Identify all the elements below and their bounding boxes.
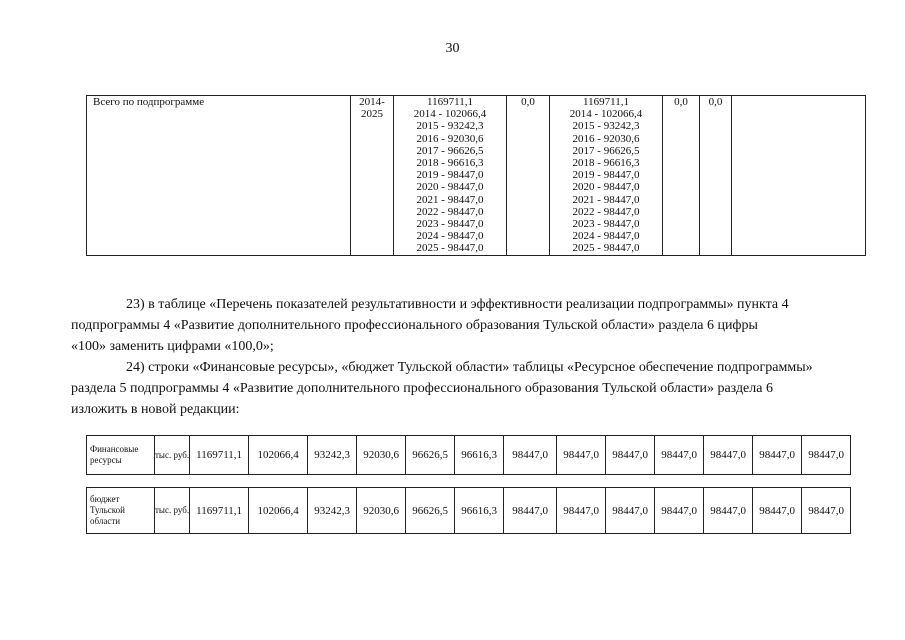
regional-line: 2018 - 96616,3 bbox=[572, 157, 640, 170]
value-cell: 96626,5 bbox=[406, 436, 455, 475]
total-line: 2025 - 98447,0 bbox=[416, 242, 484, 255]
regional-line: 2014 - 102066,4 bbox=[569, 108, 643, 121]
value-cell: 96616,3 bbox=[455, 488, 504, 534]
total-line: 2021 - 98447,0 bbox=[416, 193, 484, 206]
paragraph-line: раздела 5 подпрограммы 4 «Развитие дополнительного профессионального образования Тульской области» раздела 6 bbox=[71, 381, 773, 396]
table-row bbox=[87, 436, 851, 475]
finance-resources-table bbox=[86, 435, 851, 475]
total-line: 2024 - 98447,0 bbox=[416, 230, 484, 243]
regional-line: 2020 - 98447,0 bbox=[572, 181, 640, 194]
row-label: бюджет Тульской области bbox=[87, 488, 155, 534]
value-cell: 92030,6 bbox=[357, 488, 406, 534]
unit-cell: тыс. руб. bbox=[155, 436, 190, 475]
total-line: 2017 - 96626,5 bbox=[416, 144, 484, 157]
value-cell: 1169711,1 bbox=[190, 436, 249, 475]
value-cell: 98447,0 bbox=[504, 488, 557, 534]
table-row bbox=[87, 488, 851, 534]
paragraph-line: 24) строки «Финансовые ресурсы», «бюджет Тульской области» таблицы «Ресурсное обеспечение подпрограммы» bbox=[126, 360, 813, 375]
total-line: 2020 - 98447,0 bbox=[416, 181, 484, 194]
regional-line: 2019 - 98447,0 bbox=[572, 169, 640, 182]
value-cell: 102066,4 bbox=[249, 488, 308, 534]
value-cell: 102066,4 bbox=[249, 436, 308, 475]
municipal-cell: 0,0 bbox=[663, 96, 700, 256]
extrabudget-cell: 0,0 bbox=[700, 96, 732, 256]
regional-cell bbox=[550, 96, 663, 256]
regional-line: 2021 - 98447,0 bbox=[572, 193, 640, 206]
table-row bbox=[87, 96, 866, 256]
subprogram-total-table bbox=[86, 95, 866, 256]
regional-budget-table bbox=[86, 487, 851, 534]
value-cell: 96626,5 bbox=[406, 488, 455, 534]
row-label: Всего по подпрограмме bbox=[87, 96, 351, 256]
total-cell bbox=[394, 96, 507, 256]
total-line: 2019 - 98447,0 bbox=[416, 169, 484, 182]
regional-line: 2023 - 98447,0 bbox=[572, 218, 640, 231]
paragraph-line: подпрограммы 4 «Развитие дополнительного профессионального образования Тульской области» раздела 6 цифры bbox=[71, 318, 758, 333]
empty-cell bbox=[732, 96, 866, 256]
regional-line: 2015 - 93242,3 bbox=[572, 120, 640, 133]
value-cell: 98447,0 bbox=[753, 488, 802, 534]
period-end: 2025 bbox=[361, 108, 383, 121]
value-cell: 96616,3 bbox=[455, 436, 504, 475]
value-cell: 98447,0 bbox=[557, 436, 606, 475]
paragraph-line: 23) в таблице «Перечень показателей результативности и эффективности реализации подпрограммы» пункта 4 bbox=[126, 297, 789, 312]
page-number: 30 bbox=[445, 41, 460, 56]
value-cell: 98447,0 bbox=[655, 436, 704, 475]
total-line: 1169711,1 bbox=[427, 96, 473, 108]
regional-line: 2017 - 96626,5 bbox=[572, 144, 640, 157]
value-cell: 98447,0 bbox=[606, 488, 655, 534]
value-cell: 1169711,1 bbox=[190, 488, 249, 534]
total-line: 2014 - 102066,4 bbox=[413, 108, 487, 121]
value-cell: 93242,3 bbox=[308, 488, 357, 534]
value-cell: 98447,0 bbox=[704, 436, 753, 475]
regional-line: 2025 - 98447,0 bbox=[572, 242, 640, 255]
total-line: 2015 - 93242,3 bbox=[416, 120, 484, 133]
value-cell: 98447,0 bbox=[557, 488, 606, 534]
federal-cell: 0,0 bbox=[507, 96, 550, 256]
unit-cell: тыс. руб. bbox=[155, 488, 190, 534]
paragraph-23 bbox=[71, 294, 847, 357]
regional-line: 2022 - 98447,0 bbox=[572, 205, 640, 218]
regional-line: 2016 - 92030,6 bbox=[572, 132, 640, 145]
regional-line: 1169711,1 bbox=[583, 96, 629, 108]
total-line: 2023 - 98447,0 bbox=[416, 218, 484, 231]
paragraph-line: «100» заменить цифрами «100,0»; bbox=[71, 339, 274, 354]
value-cell: 93242,3 bbox=[308, 436, 357, 475]
value-cell: 98447,0 bbox=[753, 436, 802, 475]
regional-line: 2024 - 98447,0 bbox=[572, 230, 640, 243]
paragraph-line: изложить в новой редакции: bbox=[71, 402, 240, 417]
value-cell: 98447,0 bbox=[802, 436, 851, 475]
period-start: 2014- bbox=[359, 96, 385, 108]
total-line: 2016 - 92030,6 bbox=[416, 132, 484, 145]
value-cell: 98447,0 bbox=[655, 488, 704, 534]
period-cell bbox=[351, 96, 394, 256]
total-line: 2018 - 96616,3 bbox=[416, 157, 484, 170]
total-line: 2022 - 98447,0 bbox=[416, 205, 484, 218]
value-cell: 92030,6 bbox=[357, 436, 406, 475]
value-cell: 98447,0 bbox=[704, 488, 753, 534]
paragraph-24 bbox=[71, 357, 847, 420]
value-cell: 98447,0 bbox=[606, 436, 655, 475]
value-cell: 98447,0 bbox=[504, 436, 557, 475]
row-label: Финансовые ресурсы bbox=[87, 436, 155, 475]
value-cell: 98447,0 bbox=[802, 488, 851, 534]
